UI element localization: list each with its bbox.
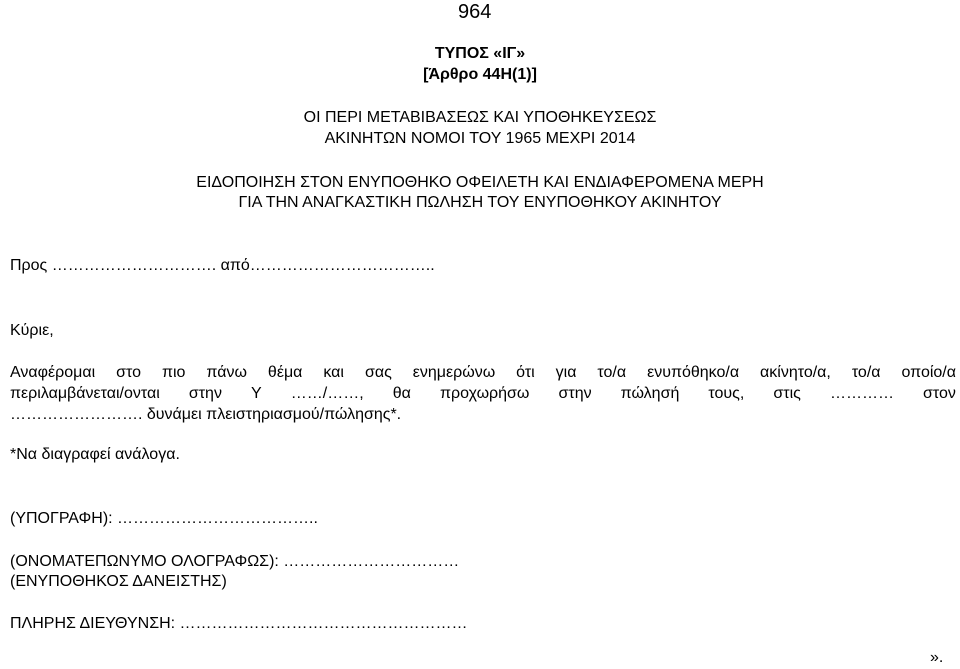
body-word: περιλαμβάνεται/ονται	[10, 385, 160, 402]
article-reference: [Άρθρο 44Η(1)]	[423, 66, 537, 83]
body-word: το/α	[597, 364, 627, 381]
page-number: 964	[458, 1, 492, 23]
body-word: ενημερώνω	[412, 364, 496, 381]
notice-title-line2: ΓΙΑ ΤΗΝ ΑΝΑΓΚΑΣΤΙΚΗ ΠΩΛΗΣΗ ΤΟΥ ΕΝΥΠΟΘΗΚΟΥ ΑΚΙΝΗΤΟΥ	[238, 194, 722, 211]
body-word: πάνω	[206, 364, 247, 381]
body-word: οποίο/α	[901, 364, 956, 381]
body-word: ……/……,	[290, 385, 364, 402]
body-word: …………	[829, 385, 894, 402]
recipient-address-line: Προς …………………………. από……………………………..	[10, 257, 435, 274]
body-word: ενυπόθηκο/α	[647, 364, 740, 381]
body-word: Αναφέρομαι	[10, 364, 96, 381]
body-word: στην	[558, 385, 592, 402]
full-address-line: ΠΛΗΡΗΣ ΔΙΕΥΘΥΝΣΗ: ………………………………………………	[10, 615, 468, 632]
body-word: προχωρήσω	[439, 385, 530, 402]
law-title-line2: ΑΚΙΝΗΤΩΝ ΝΟΜΟΙ ΤΟΥ 1965 ΜΕΧΡΙ 2014	[324, 130, 636, 147]
body-word: σας	[364, 364, 392, 381]
body-word: για	[555, 364, 577, 381]
body-paragraph-line2	[10, 383, 956, 404]
body-word: στις	[773, 385, 801, 402]
salutation: Κύριε,	[10, 322, 54, 339]
body-word: Υ	[251, 385, 262, 402]
body-word: πώλησή	[620, 385, 680, 402]
body-word: θέμα	[267, 364, 303, 381]
body-word: στην	[188, 385, 222, 402]
form-type-heading: ΤΥΠΟΣ «ΙΓ»	[434, 45, 526, 62]
notice-title-line1: ΕΙΔΟΠΟΙΗΣΗ ΣΤΟΝ ΕΝΥΠΟΘΗΚΟ ΟΦΕΙΛΕΤΗ ΚΑΙ ΕΝΔΙΑΦΕΡΟΜΕΝΑ ΜΕΡΗ	[196, 174, 764, 191]
body-paragraph-line1	[10, 362, 956, 383]
body-word: το/α	[851, 364, 881, 381]
footnote: *Να διαγραφεί ανάλογα.	[10, 446, 180, 463]
full-name-line: (ΟΝΟΜΑΤΕΠΩΝΥΜΟ ΟΛΟΓΡΑΦΩΣ): ……………………………	[10, 553, 460, 570]
law-title-line1: ΟΙ ΠΕΡΙ ΜΕΤΑΒΙΒΑΣΕΩΣ ΚΑΙ ΥΠΟΘΗΚΕΥΣΕΩΣ	[303, 109, 657, 126]
body-word: πιο	[161, 364, 186, 381]
body-word: στον	[923, 385, 956, 402]
body-word: τους,	[708, 385, 745, 402]
body-word: ακίνητο/α,	[760, 364, 831, 381]
closing-quote-mark: ».	[930, 649, 944, 666]
body-word: και	[323, 364, 344, 381]
body-word: ότι	[516, 364, 535, 381]
mortgagee-creditor-label: (ΕΝΥΠΟΘΗΚΟΣ ΔΑΝΕΙΣΤΗΣ)	[10, 573, 227, 590]
signature-line: (ΥΠΟΓΡΑΦΗ): ………………………………..	[10, 510, 318, 527]
body-word: στο	[116, 364, 141, 381]
body-paragraph-line3: ……………………. δυνάμει πλειστηριασμού/πώλησης*.	[10, 406, 402, 423]
body-word: θα	[392, 385, 411, 402]
